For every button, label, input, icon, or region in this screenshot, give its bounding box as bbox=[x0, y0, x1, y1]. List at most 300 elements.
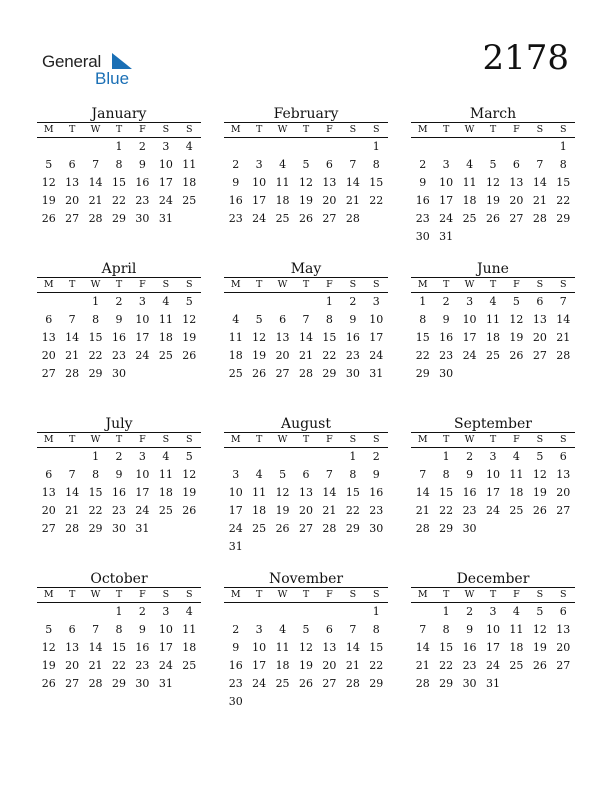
day-cell: 9 bbox=[232, 176, 240, 189]
weekday-label: S bbox=[536, 279, 544, 290]
day-cell: 20 bbox=[556, 641, 571, 654]
day-cell: 6 bbox=[302, 468, 310, 481]
weekday-label: S bbox=[560, 124, 567, 135]
weekday-header bbox=[224, 433, 388, 448]
day-cell: 23 bbox=[111, 504, 126, 517]
weekday-header bbox=[37, 433, 201, 448]
day-cell: 24 bbox=[135, 504, 150, 517]
day-cell: 2 bbox=[115, 450, 123, 463]
day-cell: 29 bbox=[439, 522, 454, 535]
weekday-label: M bbox=[417, 589, 428, 600]
day-cell: 27 bbox=[532, 349, 547, 362]
day-cell: 26 bbox=[182, 349, 197, 362]
day-cell: 27 bbox=[41, 522, 56, 535]
weekday-label: W bbox=[464, 434, 475, 445]
day-cell: 18 bbox=[485, 331, 500, 344]
day-cell: 29 bbox=[556, 212, 571, 225]
day-grid bbox=[224, 293, 388, 383]
day-cell: 19 bbox=[298, 194, 313, 207]
day-cell: 19 bbox=[532, 641, 547, 654]
day-cell: 19 bbox=[252, 349, 267, 362]
day-cell: 1 bbox=[442, 605, 450, 618]
day-cell: 7 bbox=[349, 623, 357, 636]
day-grid bbox=[224, 448, 388, 556]
day-cell: 27 bbox=[322, 212, 337, 225]
day-cell: 14 bbox=[345, 641, 360, 654]
day-cell: 25 bbox=[182, 659, 197, 672]
day-cell: 29 bbox=[439, 677, 454, 690]
day-cell: 25 bbox=[158, 349, 173, 362]
empty-day-cell bbox=[37, 138, 60, 156]
logo-text-general: General bbox=[42, 52, 102, 71]
month-title: June bbox=[477, 261, 509, 277]
day-cell: 17 bbox=[135, 486, 150, 499]
weekday-label: T bbox=[68, 124, 76, 135]
weekday-label: F bbox=[513, 279, 520, 290]
day-cell: 8 bbox=[442, 468, 450, 481]
day-cell: 20 bbox=[556, 486, 571, 499]
day-cell: 4 bbox=[489, 295, 497, 308]
day-cell: 18 bbox=[252, 504, 267, 517]
day-cell: 29 bbox=[415, 367, 430, 380]
day-grid bbox=[411, 293, 575, 383]
day-cell: 30 bbox=[135, 212, 150, 225]
day-cell: 26 bbox=[485, 212, 500, 225]
month-january bbox=[37, 106, 201, 228]
logo-text-blue: Blue bbox=[95, 69, 130, 88]
day-cell: 27 bbox=[65, 212, 80, 225]
weekday-header bbox=[37, 123, 201, 138]
day-grid bbox=[37, 448, 201, 538]
day-cell: 18 bbox=[158, 486, 173, 499]
day-cell: 8 bbox=[115, 158, 123, 171]
generalblue-logo bbox=[42, 50, 142, 90]
day-cell: 13 bbox=[41, 331, 56, 344]
weekday-label: F bbox=[513, 589, 520, 600]
month-february bbox=[224, 106, 388, 228]
empty-day-cell bbox=[411, 603, 434, 621]
weekday-header bbox=[411, 123, 575, 138]
day-cell: 11 bbox=[509, 623, 524, 636]
weekday-label: S bbox=[162, 279, 170, 290]
day-cell: 30 bbox=[415, 230, 430, 243]
day-cell: 6 bbox=[68, 623, 76, 636]
weekday-label: S bbox=[536, 124, 544, 135]
day-cell: 2 bbox=[232, 623, 240, 636]
day-cell: 26 bbox=[532, 504, 547, 517]
day-cell: 26 bbox=[182, 504, 197, 517]
day-cell: 17 bbox=[439, 194, 454, 207]
day-cell: 4 bbox=[279, 158, 287, 171]
day-cell: 9 bbox=[115, 468, 123, 481]
day-cell: 9 bbox=[372, 468, 380, 481]
weekday-label: T bbox=[489, 124, 497, 135]
day-cell: 14 bbox=[345, 176, 360, 189]
day-cell: 21 bbox=[556, 331, 571, 344]
day-cell: 24 bbox=[462, 349, 477, 362]
day-cell: 20 bbox=[65, 659, 80, 672]
day-cell: 26 bbox=[41, 677, 56, 690]
day-cell: 11 bbox=[462, 176, 477, 189]
weekday-header bbox=[37, 588, 201, 603]
day-cell: 8 bbox=[442, 623, 450, 636]
day-cell: 3 bbox=[162, 605, 170, 618]
day-cell: 28 bbox=[298, 367, 313, 380]
month-title: November bbox=[268, 571, 344, 587]
day-cell: 21 bbox=[88, 659, 103, 672]
day-grid bbox=[224, 138, 388, 228]
day-cell: 18 bbox=[275, 659, 290, 672]
day-cell: 10 bbox=[228, 486, 243, 499]
weekday-label: M bbox=[43, 589, 54, 600]
day-cell: 5 bbox=[185, 450, 193, 463]
day-cell: 11 bbox=[275, 641, 290, 654]
day-cell: 26 bbox=[509, 349, 524, 362]
day-cell: 2 bbox=[138, 140, 146, 153]
day-cell: 16 bbox=[462, 641, 477, 654]
weekday-label: M bbox=[230, 124, 241, 135]
day-cell: 6 bbox=[325, 623, 333, 636]
day-cell: 3 bbox=[138, 295, 146, 308]
weekday-label: S bbox=[560, 279, 567, 290]
day-cell: 22 bbox=[88, 504, 103, 517]
day-grid bbox=[411, 138, 575, 246]
day-cell: 10 bbox=[158, 158, 173, 171]
empty-day-cell bbox=[341, 138, 364, 156]
day-cell: 8 bbox=[559, 158, 567, 171]
day-cell: 7 bbox=[349, 158, 357, 171]
day-cell: 13 bbox=[65, 641, 80, 654]
empty-day-cell bbox=[434, 138, 457, 156]
day-cell: 31 bbox=[158, 677, 173, 690]
day-cell: 9 bbox=[419, 176, 427, 189]
day-cell: 18 bbox=[275, 194, 290, 207]
day-cell: 19 bbox=[41, 194, 56, 207]
day-cell: 4 bbox=[185, 605, 193, 618]
day-cell: 15 bbox=[88, 486, 103, 499]
empty-day-cell bbox=[247, 603, 270, 621]
day-cell: 27 bbox=[322, 677, 337, 690]
day-cell: 23 bbox=[111, 349, 126, 362]
day-cell: 24 bbox=[158, 194, 173, 207]
empty-day-cell bbox=[294, 448, 317, 466]
weekday-label: T bbox=[115, 434, 123, 445]
day-cell: 19 bbox=[485, 194, 500, 207]
day-cell: 25 bbox=[228, 367, 243, 380]
weekday-label: T bbox=[255, 434, 263, 445]
day-cell: 30 bbox=[228, 695, 243, 708]
weekday-label: S bbox=[349, 124, 357, 135]
day-cell: 29 bbox=[88, 367, 103, 380]
day-cell: 9 bbox=[232, 641, 240, 654]
day-cell: 14 bbox=[532, 176, 547, 189]
day-cell: 22 bbox=[345, 504, 360, 517]
weekday-label: F bbox=[513, 434, 520, 445]
day-cell: 7 bbox=[302, 313, 310, 326]
day-cell: 15 bbox=[439, 486, 454, 499]
day-cell: 12 bbox=[41, 641, 56, 654]
month-title: April bbox=[101, 261, 137, 277]
weekday-header bbox=[411, 433, 575, 448]
weekday-label: M bbox=[417, 434, 428, 445]
weekday-label: W bbox=[90, 434, 101, 445]
month-title: May bbox=[290, 261, 322, 277]
weekday-label: T bbox=[442, 589, 450, 600]
weekday-label: T bbox=[442, 434, 450, 445]
day-cell: 23 bbox=[462, 659, 477, 672]
day-cell: 4 bbox=[185, 140, 193, 153]
day-cell: 15 bbox=[369, 641, 384, 654]
day-cell: 9 bbox=[466, 623, 474, 636]
day-cell: 28 bbox=[345, 212, 360, 225]
empty-day-cell bbox=[318, 448, 341, 466]
day-cell: 9 bbox=[138, 623, 146, 636]
month-july bbox=[37, 416, 201, 538]
day-cell: 15 bbox=[345, 486, 360, 499]
day-cell: 21 bbox=[415, 659, 430, 672]
day-cell: 11 bbox=[509, 468, 524, 481]
day-cell: 18 bbox=[158, 331, 173, 344]
day-cell: 4 bbox=[466, 158, 474, 171]
weekday-label: F bbox=[139, 589, 146, 600]
day-cell: 5 bbox=[185, 295, 193, 308]
day-cell: 7 bbox=[419, 468, 427, 481]
empty-day-cell bbox=[271, 293, 294, 311]
weekday-label: T bbox=[489, 434, 497, 445]
day-cell: 25 bbox=[182, 194, 197, 207]
day-cell: 10 bbox=[439, 176, 454, 189]
weekday-label: S bbox=[373, 434, 380, 445]
day-cell: 24 bbox=[485, 504, 500, 517]
day-cell: 1 bbox=[559, 140, 567, 153]
day-cell: 26 bbox=[275, 522, 290, 535]
day-cell: 14 bbox=[322, 486, 337, 499]
day-cell: 22 bbox=[415, 349, 430, 362]
day-cell: 5 bbox=[255, 313, 263, 326]
day-cell: 1 bbox=[349, 450, 357, 463]
day-cell: 15 bbox=[415, 331, 430, 344]
weekday-label: F bbox=[139, 434, 146, 445]
day-cell: 3 bbox=[255, 158, 263, 171]
day-cell: 31 bbox=[135, 522, 150, 535]
month-december bbox=[411, 571, 575, 693]
day-cell: 25 bbox=[252, 522, 267, 535]
day-cell: 2 bbox=[138, 605, 146, 618]
day-cell: 15 bbox=[111, 176, 126, 189]
day-cell: 19 bbox=[182, 486, 197, 499]
day-cell: 20 bbox=[65, 194, 80, 207]
day-cell: 8 bbox=[92, 313, 100, 326]
day-cell: 22 bbox=[439, 504, 454, 517]
day-cell: 7 bbox=[92, 158, 100, 171]
weekday-label: T bbox=[115, 589, 123, 600]
empty-day-cell bbox=[318, 138, 341, 156]
weekday-label: F bbox=[139, 124, 146, 135]
day-cell: 14 bbox=[556, 313, 571, 326]
weekday-label: T bbox=[255, 589, 263, 600]
day-cell: 17 bbox=[228, 504, 243, 517]
day-cell: 24 bbox=[369, 349, 384, 362]
day-cell: 13 bbox=[322, 641, 337, 654]
day-cell: 9 bbox=[349, 313, 357, 326]
day-cell: 17 bbox=[485, 641, 500, 654]
weekday-label: W bbox=[464, 124, 475, 135]
day-cell: 8 bbox=[372, 623, 380, 636]
weekday-label: W bbox=[464, 589, 475, 600]
day-cell: 9 bbox=[115, 313, 123, 326]
day-cell: 22 bbox=[111, 659, 126, 672]
day-cell: 23 bbox=[345, 349, 360, 362]
month-april bbox=[37, 261, 201, 383]
day-cell: 20 bbox=[322, 194, 337, 207]
day-cell: 18 bbox=[509, 641, 524, 654]
day-cell: 27 bbox=[298, 522, 313, 535]
day-cell: 27 bbox=[509, 212, 524, 225]
day-cell: 10 bbox=[462, 313, 477, 326]
weekday-label: T bbox=[255, 279, 263, 290]
day-cell: 8 bbox=[325, 313, 333, 326]
day-cell: 13 bbox=[41, 486, 56, 499]
day-cell: 21 bbox=[65, 349, 80, 362]
day-cell: 6 bbox=[45, 468, 53, 481]
weekday-label: M bbox=[230, 589, 241, 600]
empty-day-cell bbox=[318, 603, 341, 621]
month-title: February bbox=[273, 106, 339, 122]
weekday-label: T bbox=[68, 434, 76, 445]
day-cell: 17 bbox=[485, 486, 500, 499]
weekday-label: S bbox=[373, 124, 380, 135]
day-cell: 29 bbox=[88, 522, 103, 535]
day-cell: 16 bbox=[135, 176, 150, 189]
empty-day-cell bbox=[224, 293, 247, 311]
weekday-label: S bbox=[560, 434, 567, 445]
day-cell: 12 bbox=[182, 468, 197, 481]
day-cell: 27 bbox=[41, 367, 56, 380]
weekday-label: S bbox=[536, 589, 544, 600]
day-cell: 31 bbox=[485, 677, 500, 690]
weekday-label: S bbox=[162, 589, 170, 600]
day-cell: 6 bbox=[559, 450, 567, 463]
day-cell: 20 bbox=[275, 349, 290, 362]
day-cell: 10 bbox=[485, 623, 500, 636]
day-cell: 10 bbox=[485, 468, 500, 481]
day-cell: 14 bbox=[415, 486, 430, 499]
weekday-header bbox=[224, 123, 388, 138]
day-cell: 22 bbox=[369, 194, 384, 207]
day-cell: 2 bbox=[419, 158, 427, 171]
day-cell: 24 bbox=[228, 522, 243, 535]
day-cell: 6 bbox=[68, 158, 76, 171]
day-cell: 13 bbox=[65, 176, 80, 189]
weekday-label: S bbox=[186, 124, 193, 135]
weekday-label: F bbox=[326, 434, 333, 445]
day-cell: 24 bbox=[135, 349, 150, 362]
day-cell: 21 bbox=[298, 349, 313, 362]
day-cell: 12 bbox=[182, 313, 197, 326]
weekday-label: S bbox=[186, 589, 193, 600]
day-cell: 4 bbox=[162, 450, 170, 463]
weekday-label: W bbox=[90, 279, 101, 290]
day-cell: 10 bbox=[135, 313, 150, 326]
day-cell: 3 bbox=[372, 295, 380, 308]
weekday-label: T bbox=[115, 124, 123, 135]
day-cell: 12 bbox=[532, 623, 547, 636]
empty-day-cell bbox=[271, 138, 294, 156]
day-cell: 13 bbox=[532, 313, 547, 326]
empty-day-cell bbox=[505, 138, 528, 156]
day-cell: 7 bbox=[419, 623, 427, 636]
day-cell: 14 bbox=[88, 641, 103, 654]
day-cell: 11 bbox=[158, 468, 173, 481]
empty-day-cell bbox=[458, 138, 481, 156]
day-cell: 17 bbox=[158, 176, 173, 189]
weekday-label: W bbox=[90, 124, 101, 135]
day-cell: 3 bbox=[162, 140, 170, 153]
day-grid bbox=[224, 603, 388, 711]
weekday-label: T bbox=[302, 124, 310, 135]
day-cell: 23 bbox=[415, 212, 430, 225]
month-march bbox=[411, 106, 575, 246]
day-cell: 1 bbox=[92, 450, 100, 463]
day-cell: 16 bbox=[111, 331, 126, 344]
empty-day-cell bbox=[224, 448, 247, 466]
day-cell: 9 bbox=[138, 158, 146, 171]
day-cell: 12 bbox=[298, 641, 313, 654]
day-cell: 2 bbox=[232, 158, 240, 171]
month-title: December bbox=[456, 571, 530, 587]
empty-day-cell bbox=[481, 138, 504, 156]
day-cell: 14 bbox=[415, 641, 430, 654]
day-cell: 19 bbox=[182, 331, 197, 344]
day-cell: 13 bbox=[322, 176, 337, 189]
day-cell: 5 bbox=[536, 450, 544, 463]
day-cell: 15 bbox=[556, 176, 571, 189]
day-cell: 8 bbox=[115, 623, 123, 636]
day-cell: 17 bbox=[158, 641, 173, 654]
day-cell: 15 bbox=[322, 331, 337, 344]
calendar-year: 2178 bbox=[482, 38, 569, 78]
day-cell: 3 bbox=[489, 450, 497, 463]
weekday-label: F bbox=[513, 124, 520, 135]
day-cell: 30 bbox=[111, 522, 126, 535]
day-cell: 12 bbox=[485, 176, 500, 189]
day-cell: 30 bbox=[462, 677, 477, 690]
day-cell: 28 bbox=[65, 522, 80, 535]
day-cell: 14 bbox=[298, 331, 313, 344]
day-cell: 23 bbox=[369, 504, 384, 517]
day-cell: 23 bbox=[135, 659, 150, 672]
day-cell: 31 bbox=[439, 230, 454, 243]
day-cell: 7 bbox=[325, 468, 333, 481]
empty-day-cell bbox=[341, 603, 364, 621]
weekday-label: F bbox=[326, 124, 333, 135]
weekday-label: T bbox=[302, 279, 310, 290]
day-cell: 11 bbox=[252, 486, 267, 499]
day-cell: 18 bbox=[182, 176, 197, 189]
day-cell: 22 bbox=[369, 659, 384, 672]
empty-day-cell bbox=[294, 603, 317, 621]
weekday-label: T bbox=[255, 124, 263, 135]
weekday-label: M bbox=[230, 279, 241, 290]
day-cell: 17 bbox=[252, 659, 267, 672]
day-cell: 13 bbox=[556, 468, 571, 481]
empty-day-cell bbox=[528, 138, 551, 156]
weekday-header bbox=[224, 278, 388, 293]
day-cell: 14 bbox=[65, 486, 80, 499]
day-cell: 17 bbox=[252, 194, 267, 207]
weekday-label: S bbox=[186, 279, 193, 290]
weekday-label: T bbox=[302, 589, 310, 600]
